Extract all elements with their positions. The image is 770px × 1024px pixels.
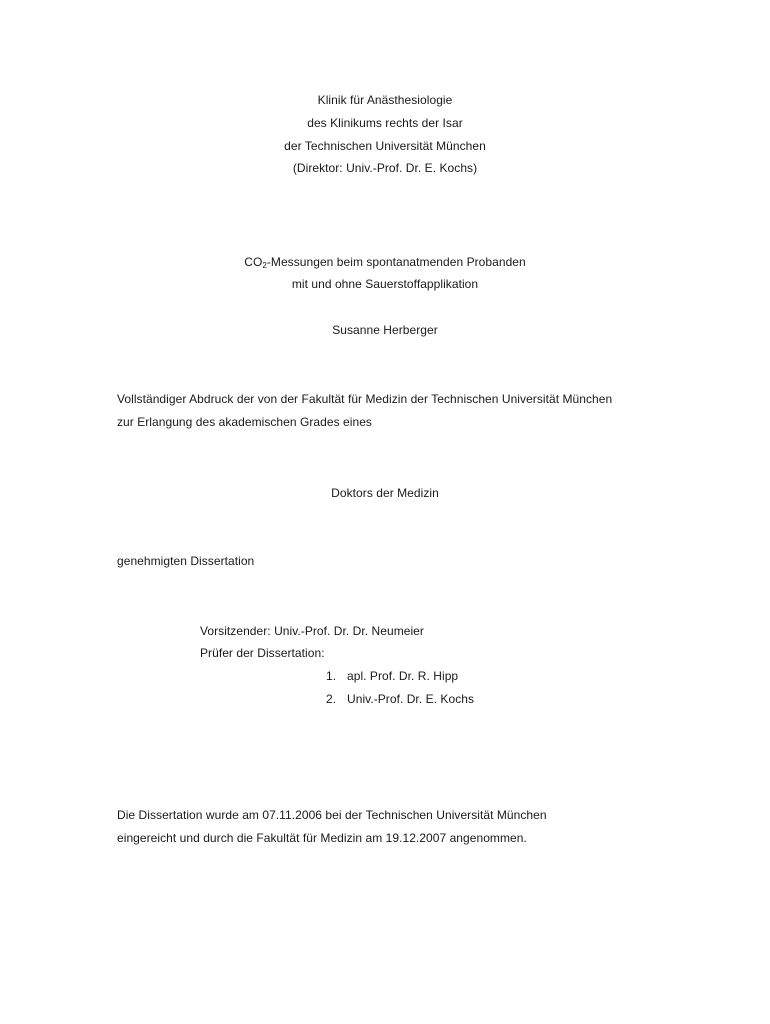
institution-line-1: Klinik für Anästhesiologie <box>317 93 453 107</box>
examiner-name: apl. Prof. Dr. R. Hipp <box>347 669 459 683</box>
submission-line-2: eingereicht und durch die Fakultät für Medizin am 19.12.2007 angenommen. <box>117 831 527 845</box>
examiner-name: Univ.-Prof. Dr. E. Kochs <box>347 692 475 706</box>
examiner-number: 2. <box>326 692 337 706</box>
author-name: Susanne Herberger <box>332 323 438 337</box>
approved-dissertation: genehmigten Dissertation <box>117 554 255 568</box>
abdruck-line-1: Vollständiger Abdruck der von der Fakultät für Medizin der Technischen Universität München <box>117 392 613 406</box>
institution-line-2: des Klinikums rechts der Isar <box>307 116 463 130</box>
institution-line-3: der Technischen Universität München <box>284 139 486 153</box>
thesis-title-line-1 <box>0 255 770 269</box>
committee-chair: Vorsitzender: Univ.-Prof. Dr. Dr. Neumeier <box>200 624 424 638</box>
co-subscript: 2 <box>262 261 267 270</box>
co-prefix: CO <box>244 255 263 269</box>
degree-title: Doktors der Medizin <box>331 486 439 500</box>
examiners-label: Prüfer der Dissertation: <box>200 646 325 660</box>
institution-director: (Direktor: Univ.-Prof. Dr. E. Kochs) <box>292 161 478 175</box>
thesis-title-line-2: mit und ohne Sauerstoffapplikation <box>291 277 479 291</box>
examiner-number: 1. <box>326 669 337 683</box>
abdruck-line-2: zur Erlangung des akademischen Grades eines <box>117 415 372 429</box>
submission-line-1: Die Dissertation wurde am 07.11.2006 bei der Technischen Universität München <box>117 808 547 822</box>
title-line-1-rest: -Messungen beim spontanatmenden Probanden <box>266 255 526 269</box>
